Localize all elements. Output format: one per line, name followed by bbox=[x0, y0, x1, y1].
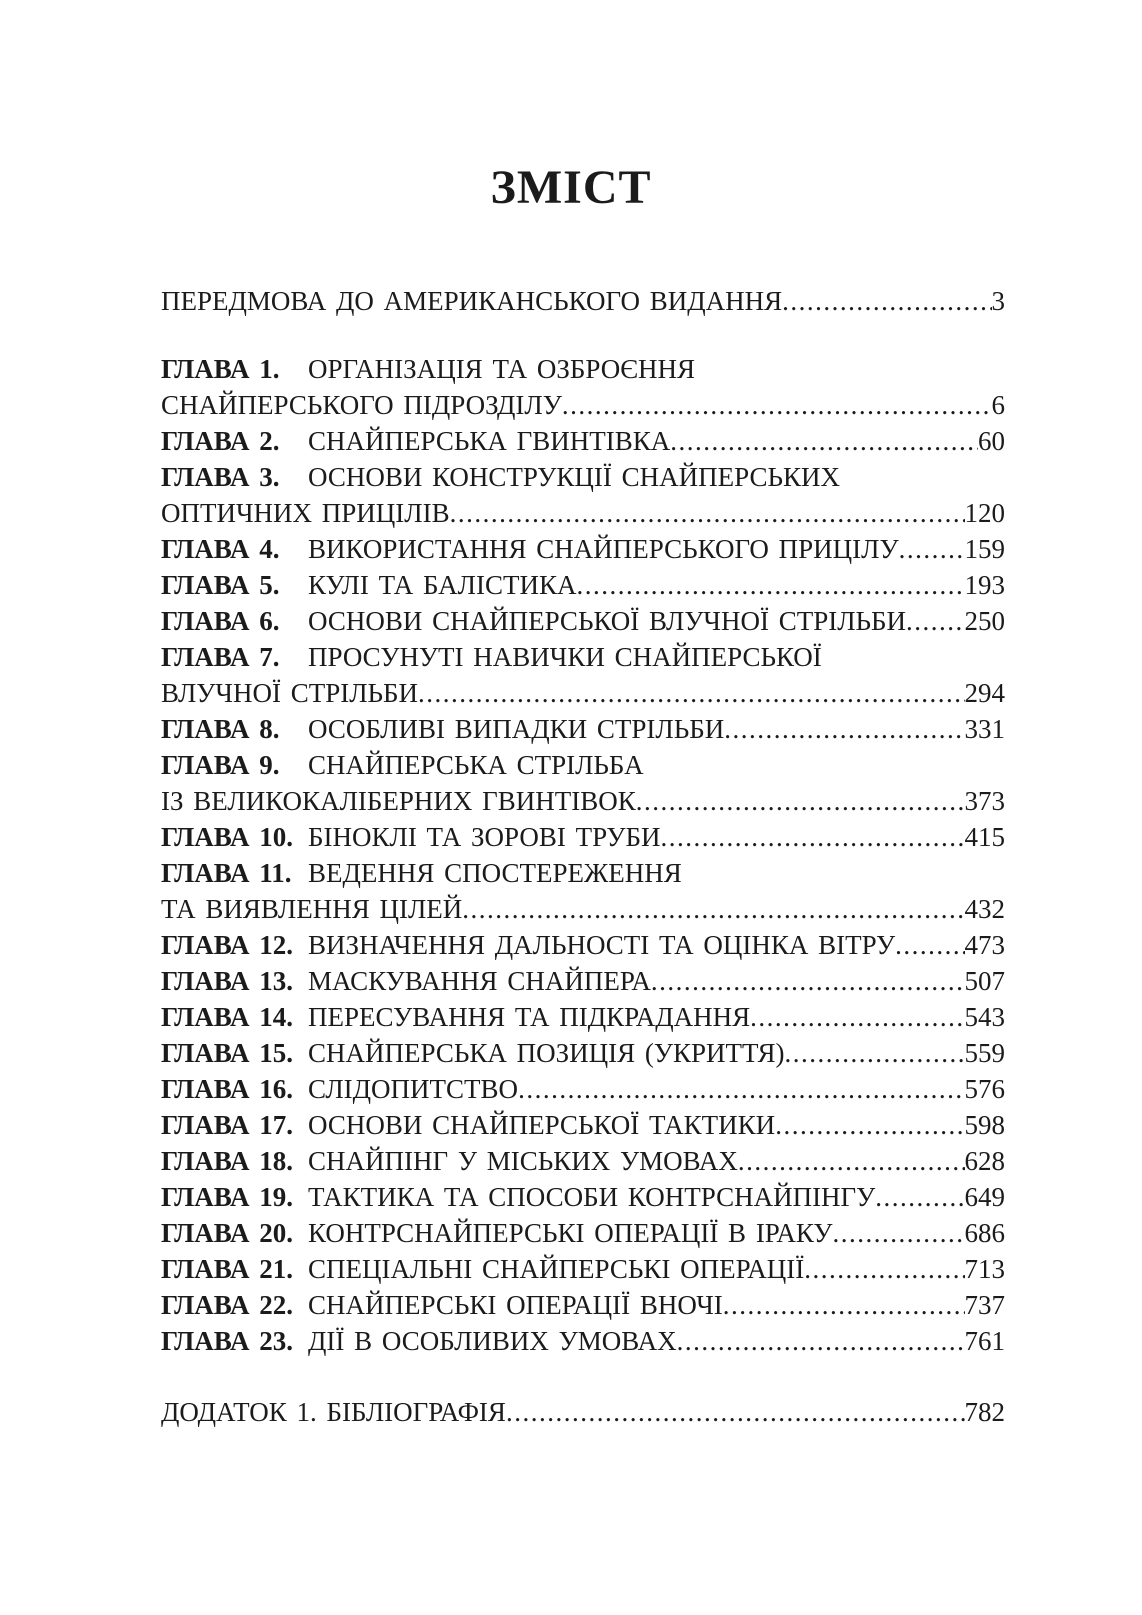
dot-leader bbox=[562, 387, 992, 423]
toc-line bbox=[161, 999, 1005, 1035]
chapter-label: ГЛАВА 2. bbox=[161, 426, 280, 456]
toc-line bbox=[161, 1143, 1005, 1179]
chapter-label: ГЛАВА 18. bbox=[161, 1146, 294, 1176]
toc-line bbox=[161, 963, 1005, 999]
chapter-entry bbox=[161, 999, 1005, 1035]
toc-line bbox=[161, 1071, 1005, 1107]
dot-leader bbox=[750, 999, 964, 1035]
dot-leader bbox=[784, 1035, 964, 1071]
chapter-label: ГЛАВА 7. bbox=[161, 642, 280, 672]
page-number: 294 bbox=[964, 678, 1005, 708]
toc-line bbox=[161, 747, 1005, 783]
toc-line bbox=[161, 459, 1005, 495]
entry-title-text: ПЕРЕСУВАННЯ ТА ПІДКРАДАННЯ bbox=[308, 1002, 751, 1032]
page-number: 628 bbox=[964, 1146, 1005, 1176]
dot-leader bbox=[775, 1107, 964, 1143]
page-number: 559 bbox=[964, 1038, 1005, 1068]
entry-title-text: ОСНОВИ СНАЙПЕРСЬКОЇ ТАКТИКИ bbox=[308, 1110, 776, 1140]
entry-title-text: ВЕДЕННЯ СПОСТЕРЕЖЕННЯ bbox=[308, 858, 682, 888]
preface-entry bbox=[161, 283, 1005, 319]
entry-title-text: ДІЇ В ОСОБЛИВИХ УМОВАХ bbox=[308, 1326, 677, 1356]
chapter-label: ГЛАВА 17. bbox=[161, 1110, 294, 1140]
dot-leader bbox=[723, 1287, 965, 1323]
page-number: 713 bbox=[964, 1254, 1005, 1284]
page-title: ЗМІСТ bbox=[490, 161, 652, 214]
chapter-entry bbox=[161, 531, 1005, 567]
chapter-entry bbox=[161, 351, 1005, 423]
chapter-entry bbox=[161, 1107, 1005, 1143]
chapter-entry bbox=[161, 1071, 1005, 1107]
dot-leader bbox=[518, 1071, 964, 1107]
dot-leader bbox=[832, 1215, 964, 1251]
toc-line bbox=[161, 675, 1005, 711]
toc-line bbox=[161, 603, 1005, 639]
dot-leader bbox=[576, 567, 964, 603]
dot-leader bbox=[651, 963, 965, 999]
dot-leader bbox=[462, 891, 964, 927]
toc-line bbox=[161, 711, 1005, 747]
chapter-entry bbox=[161, 639, 1005, 711]
chapter-label: ГЛАВА 5. bbox=[161, 570, 280, 600]
chapter-label: ГЛАВА 8. bbox=[161, 714, 280, 744]
dot-leader bbox=[636, 783, 965, 819]
chapter-entry bbox=[161, 711, 1005, 747]
entry-title-text: СПЕЦІАЛЬНІ СНАЙПЕРСЬКІ ОПЕРАЦІЇ bbox=[308, 1254, 805, 1284]
toc-line bbox=[161, 819, 1005, 855]
entry-title-text: СНАЙПЕРСЬКА ПОЗИЦІЯ (УКРИТТЯ) bbox=[308, 1038, 785, 1068]
chapter-entry bbox=[161, 963, 1005, 999]
dot-leader bbox=[670, 423, 978, 459]
appendix-entry bbox=[161, 1394, 1005, 1430]
chapter-label: ГЛАВА 10. bbox=[161, 822, 294, 852]
chapter-entry bbox=[161, 819, 1005, 855]
page-number: 120 bbox=[964, 498, 1005, 528]
toc-line bbox=[161, 351, 1005, 387]
entry-title-text: ПЕРЕДМОВА ДО АМЕРИКАНСЬКОГО ВИДАННЯ bbox=[161, 286, 783, 316]
chapter-label: ГЛАВА 19. bbox=[161, 1182, 294, 1212]
page-number: 543 bbox=[964, 1002, 1005, 1032]
entry-title-text: ПРОСУНУТІ НАВИЧКИ СНАЙПЕРСЬКОЇ bbox=[308, 642, 822, 672]
entry-title-text: ВЛУЧНОЇ СТРІЛЬБИ bbox=[161, 678, 419, 708]
entry-title-text: МАСКУВАННЯ СНАЙПЕРА bbox=[308, 966, 651, 996]
toc-line bbox=[161, 1287, 1005, 1323]
chapter-entry bbox=[161, 1251, 1005, 1287]
page-number: 159 bbox=[964, 534, 1005, 564]
chapter-entry bbox=[161, 423, 1005, 459]
chapter-entry bbox=[161, 1287, 1005, 1323]
dot-leader bbox=[418, 675, 964, 711]
page-number: 373 bbox=[964, 786, 1005, 816]
toc-line bbox=[161, 1107, 1005, 1143]
dot-leader bbox=[738, 1143, 965, 1179]
entry-title-text: ОРГАНІЗАЦІЯ ТА ОЗБРОЄННЯ bbox=[308, 354, 696, 384]
dot-leader bbox=[906, 603, 964, 639]
chapter-entry bbox=[161, 603, 1005, 639]
entry-title-text: СНАЙПІНГ У МІСЬКИХ УМОВАХ bbox=[308, 1146, 738, 1176]
page-number: 331 bbox=[964, 714, 1005, 744]
page-number: 432 bbox=[964, 894, 1005, 924]
page-number: 761 bbox=[964, 1326, 1005, 1356]
chapter-label: ГЛАВА 14. bbox=[161, 1002, 294, 1032]
chapter-label: ГЛАВА 11. bbox=[161, 858, 292, 888]
entry-title-text: КУЛІ ТА БАЛІСТИКА bbox=[308, 570, 577, 600]
page-number: 598 bbox=[964, 1110, 1005, 1140]
chapter-label: ГЛАВА 20. bbox=[161, 1218, 294, 1248]
dot-leader bbox=[782, 283, 991, 319]
chapter-entry bbox=[161, 459, 1005, 531]
chapter-entry bbox=[161, 927, 1005, 963]
page-number: 686 bbox=[964, 1218, 1005, 1248]
entry-title-text: ТА ВИЯВЛЕННЯ ЦІЛЕЙ bbox=[161, 894, 463, 924]
toc-line bbox=[161, 387, 1005, 423]
entry-title-text: СЛІДОПИТСТВО bbox=[308, 1074, 519, 1104]
toc-line bbox=[161, 1251, 1005, 1287]
chapter-label: ГЛАВА 22. bbox=[161, 1290, 294, 1320]
toc-line bbox=[161, 567, 1005, 603]
toc-line bbox=[161, 783, 1005, 819]
page-number: 649 bbox=[964, 1182, 1005, 1212]
toc-line bbox=[161, 891, 1005, 927]
page-number: 782 bbox=[964, 1397, 1005, 1427]
chapter-entry bbox=[161, 1035, 1005, 1071]
toc-list bbox=[161, 283, 1005, 1430]
entry-title-text: ОСОБЛИВІ ВИПАДКИ СТРІЛЬБИ bbox=[308, 714, 725, 744]
dot-leader bbox=[804, 1251, 964, 1287]
page-number: 737 bbox=[964, 1290, 1005, 1320]
page-number: 576 bbox=[964, 1074, 1005, 1104]
page-number: 250 bbox=[964, 606, 1005, 636]
chapter-entry bbox=[161, 855, 1005, 927]
toc-line bbox=[161, 531, 1005, 567]
toc-line bbox=[161, 1394, 1005, 1430]
chapter-entry bbox=[161, 567, 1005, 603]
toc-line bbox=[161, 927, 1005, 963]
entry-title-text: ІЗ ВЕЛИКОКАЛІБЕРНИХ ГВИНТІВОК bbox=[161, 786, 636, 816]
entry-title-text: СНАЙПЕРСЬКА СТРІЛЬБА bbox=[308, 750, 644, 780]
toc-line bbox=[161, 1179, 1005, 1215]
dot-leader bbox=[899, 531, 965, 567]
chapter-label: ГЛАВА 13. bbox=[161, 966, 294, 996]
page-number: 3 bbox=[991, 286, 1005, 316]
toc-line bbox=[161, 283, 1005, 319]
toc-line bbox=[161, 855, 1005, 891]
toc-line bbox=[161, 639, 1005, 675]
toc-line bbox=[161, 495, 1005, 531]
chapter-entry bbox=[161, 1215, 1005, 1251]
dot-leader bbox=[724, 711, 964, 747]
chapter-label: ГЛАВА 4. bbox=[161, 534, 280, 564]
dot-leader bbox=[450, 495, 965, 531]
entry-title-text: ОПТИЧНИХ ПРИЦІЛІВ bbox=[161, 498, 450, 528]
chapter-label: ГЛАВА 9. bbox=[161, 750, 280, 780]
chapter-label: ГЛАВА 12. bbox=[161, 930, 294, 960]
dot-leader bbox=[506, 1394, 965, 1430]
entry-title-text: ВИЗНАЧЕННЯ ДАЛЬНОСТІ ТА ОЦІНКА ВІТРУ bbox=[308, 930, 896, 960]
entry-title-text: КОНТРСНАЙПЕРСЬКІ ОПЕРАЦІЇ В ІРАКУ bbox=[308, 1218, 833, 1248]
dot-leader bbox=[661, 819, 965, 855]
toc-line bbox=[161, 423, 1005, 459]
dot-leader bbox=[895, 927, 964, 963]
chapter-entry bbox=[161, 747, 1005, 819]
page-number: 507 bbox=[964, 966, 1005, 996]
chapter-label: ГЛАВА 15. bbox=[161, 1038, 294, 1068]
entry-title-text: СНАЙПЕРСЬКА ГВИНТІВКА bbox=[308, 426, 671, 456]
page-number: 415 bbox=[964, 822, 1005, 852]
page-number: 473 bbox=[964, 930, 1005, 960]
entry-title-text: СНАЙПЕРСЬКОГО ПІДРОЗДІЛУ bbox=[161, 390, 562, 420]
entry-title-text: ДОДАТОК 1. БІБЛІОГРАФІЯ bbox=[161, 1397, 506, 1427]
toc-line bbox=[161, 1323, 1005, 1359]
entry-title-text: БІНОКЛІ ТА ЗОРОВІ ТРУБИ bbox=[308, 822, 661, 852]
dot-leader bbox=[677, 1323, 965, 1359]
page-number: 60 bbox=[978, 426, 1005, 456]
entry-title-text: ВИКОРИСТАННЯ СНАЙПЕРСЬКОГО ПРИЦІЛУ bbox=[308, 534, 899, 564]
page-number: 193 bbox=[964, 570, 1005, 600]
chapter-label: ГЛАВА 1. bbox=[161, 354, 280, 384]
chapter-label: ГЛАВА 16. bbox=[161, 1074, 294, 1104]
chapter-label: ГЛАВА 6. bbox=[161, 606, 280, 636]
toc-line bbox=[161, 1035, 1005, 1071]
entry-title-text: СНАЙПЕРСЬКІ ОПЕРАЦІЇ ВНОЧІ bbox=[308, 1290, 723, 1320]
entry-title-text: ТАКТИКА ТА СПОСОБИ КОНТРСНАЙПІНГУ bbox=[308, 1182, 876, 1212]
chapter-label: ГЛАВА 3. bbox=[161, 462, 280, 492]
toc-line bbox=[161, 1215, 1005, 1251]
chapter-label: ГЛАВА 21. bbox=[161, 1254, 294, 1284]
chapter-entry bbox=[161, 1179, 1005, 1215]
chapter-label: ГЛАВА 23. bbox=[161, 1326, 294, 1356]
dot-leader bbox=[875, 1179, 964, 1215]
entry-title-text: ОСНОВИ КОНСТРУКЦІЇ СНАЙПЕРСЬКИХ bbox=[308, 462, 840, 492]
chapter-entry bbox=[161, 1143, 1005, 1179]
chapter-entry bbox=[161, 1323, 1005, 1359]
entry-title-text: ОСНОВИ СНАЙПЕРСЬКОЇ ВЛУЧНОЇ СТРІЛЬБИ bbox=[308, 606, 907, 636]
page-number: 6 bbox=[991, 390, 1005, 420]
